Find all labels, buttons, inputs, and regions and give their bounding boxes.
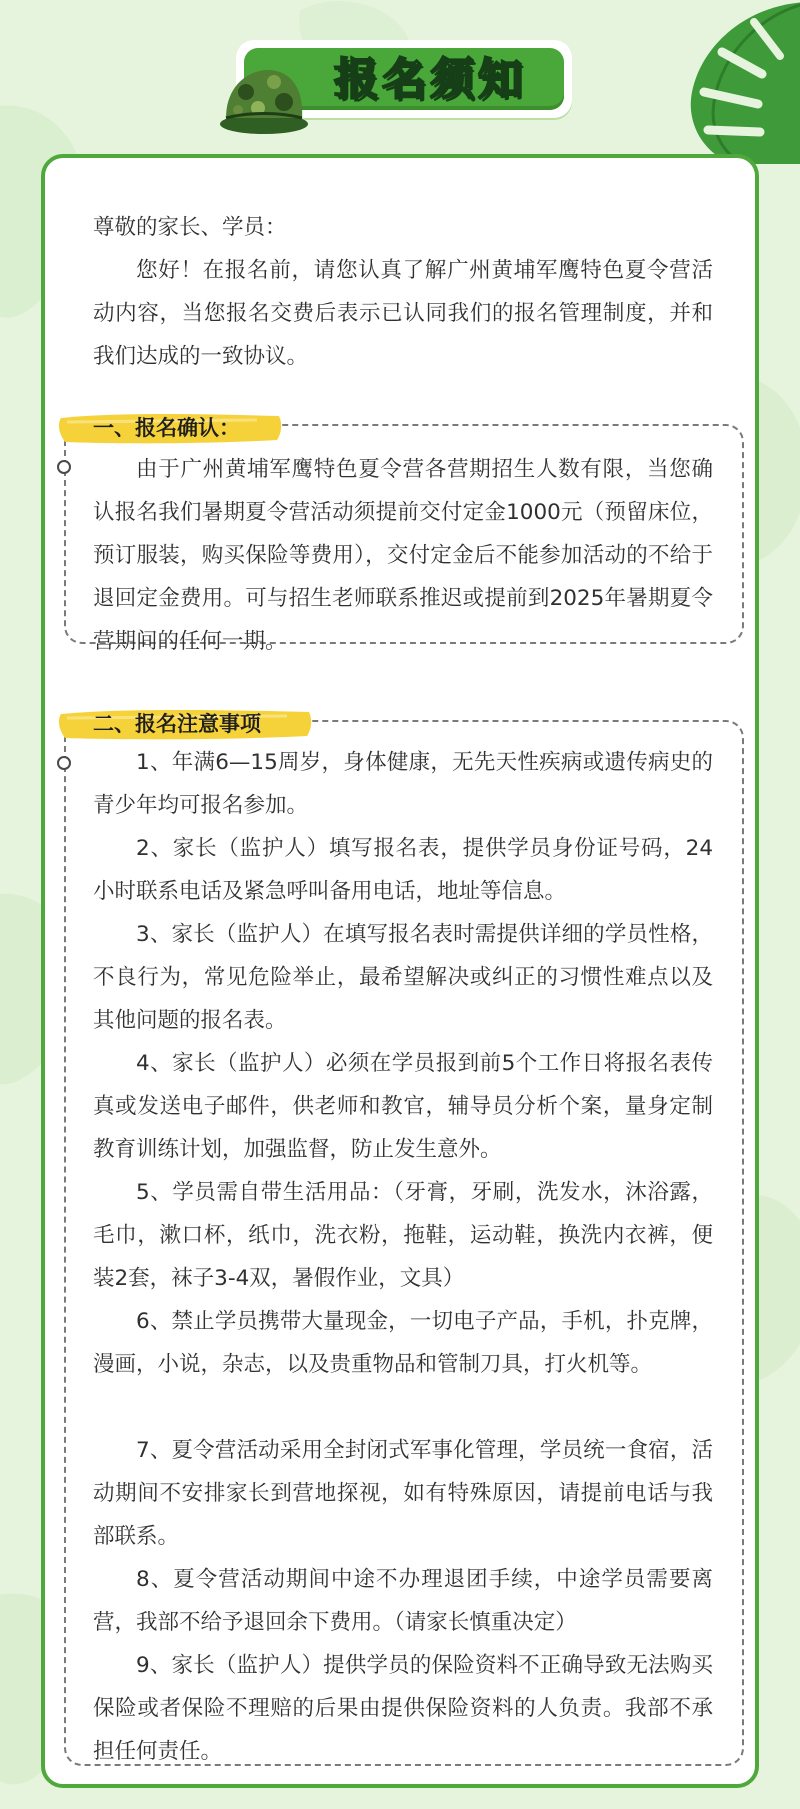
title-banner: [218, 36, 580, 124]
notice-item-7: 7、夏令营活动采用全封闭式军事化管理，学员统一食宿，活动期间不安排家长到营地探视，如有特殊原因，请提前电话与我部联系。: [93, 1438, 713, 1549]
section-2-heading: 二、报名注意事项: [93, 712, 261, 736]
notice-item-2: 2、家长（监护人）填写报名表，提供学员身份证号码，24小时联系电话及紧急呼叫备用电话，地址等信息。: [93, 836, 713, 904]
notice-item-1: 1、年满6—15周岁，身体健康，无先天性疾病或遗传病史的青少年均可报名参加。: [93, 750, 713, 818]
notice-item-3: 3、家长（监护人）在填写报名表时需提供详细的学员性格，不良行为，常见危险举止，最希望解决或纠正的习惯性难点以及其他问题的报名表。: [93, 922, 713, 1033]
page-title: 报名须知: [334, 54, 526, 105]
notice-item-4: 4、家长（监护人）必须在学员报到前5个工作日将报名表传真或发送电子邮件，供老师和教官，辅导员分析个案，量身定制教育训练计划，加强监督，防止发生意外。: [93, 1051, 713, 1162]
content-card: [41, 154, 759, 1788]
notice-item-5: 5、学员需自带生活用品：（牙膏，牙刷，洗发水，沐浴露，毛巾，漱口杯，纸巾，洗衣粉，拖鞋，运动鞋，换洗内衣裤，便装2套，袜子3-4双，暑假作业，文具）: [93, 1180, 713, 1291]
section-2-header: [57, 704, 317, 744]
notice-item-6: 6、禁止学员携带大量现金，一切电子产品，手机，扑克牌，漫画，小说，杂志，以及贵重物品和管制刀具，打火机等。: [93, 1309, 713, 1377]
section-1-header: [57, 408, 287, 448]
section-1-heading: 一、报名确认：: [93, 416, 240, 440]
notice-item-8: 8、夏令营活动期间中途不办理退团手续，中途学员需要离营，我部不给予退回余下费用。（请家长慎重决定）: [93, 1567, 713, 1635]
notice-item-9: 9、家长（监护人）提供学员的保险资料不正确导致无法购买保险或者保险不理赔的后果由提供保险资料的人负责。我部不承担任何责任。: [93, 1653, 713, 1764]
intro-greeting: 尊敬的家长、学员：: [93, 215, 287, 240]
intro-body: 您好！在报名前，请您认真了解广州黄埔军鹰特色夏令营活动内容，当您报名交费后表示已认同我们的报名管理制度，并和我们达成的一致协议。: [93, 258, 713, 369]
section-2-dot-left: [57, 756, 71, 770]
army-cap-icon: [218, 66, 310, 136]
monstera-leaf-icon: [662, 0, 800, 167]
section-1-paragraph: 由于广州黄埔军鹰特色夏令营各营期招生人数有限，当您确认报名我们暑期夏令营活动须提前交付定金1000元（预留床位，预订服装，购买保险等费用），交付定金后不能参加活动的不给于退回定金费用。可与招生老师联系推迟或提前到2025年暑期夏令营期间的任何一期。: [93, 457, 713, 654]
section-1-dot-left: [57, 460, 71, 474]
